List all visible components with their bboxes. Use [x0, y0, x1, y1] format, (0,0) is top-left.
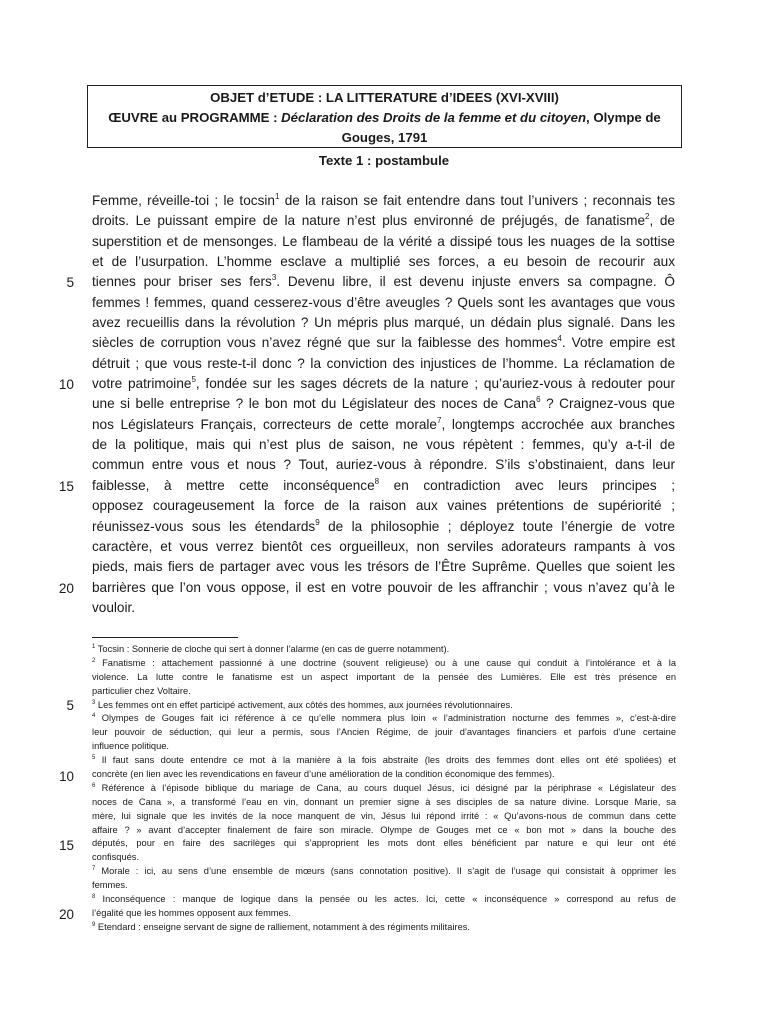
- work-title: Déclaration des Droits de la femme et du citoyen: [281, 110, 587, 125]
- footnote-line: confisqués.: [92, 852, 140, 863]
- footnote-line: $^8$ Inconséquence : manque de logique dans la pensée ou les actes. Ici, cette « inconséquence » correspond au refus de: [92, 894, 676, 905]
- text-line: femmes ! femmes, quand cesserez-vous d’être aveugles ? Quels sont les avantages que vous: [92, 294, 675, 310]
- line-number: 20: [58, 581, 74, 596]
- footnotes: [92, 643, 676, 935]
- text-line: droits. Le puissant empire de la nature n’est plus environné de préjugés, de fanatisme$^2$, de: [92, 212, 675, 229]
- footnote-line: influence politique.: [92, 741, 170, 752]
- footnote-line: concrète (en lien avec les revendications en faveur d’une amélioration de la condition économique des femmes).: [92, 769, 555, 780]
- footnote-line: l’égalité que les hommes opposent aux femmes.: [92, 907, 291, 918]
- line-number: 10: [58, 377, 74, 392]
- footnote-line: particulier chez Voltaire.: [92, 685, 191, 696]
- footnote-line-number: 5: [66, 698, 74, 713]
- footnote-line: mère, lui signale que les invités de la noce manquent de vin, Jésus lui répond irrité : « Qu’avons-nous de commun dans cette: [92, 810, 676, 821]
- text-line: pieds, mais fiers de partager avec vous les trésors de l’Être Suprême. Quelles que soient les: [92, 559, 675, 575]
- footnote-line: $^1$ Tocsin : Sonnerie de cloche qui sert à donner l’alarme (en cas de guerre notamment).: [92, 644, 450, 654]
- text-line: siècles de corruption vous n’avez régné que sur la faiblesse des hommes$^4$. Votre empire est: [92, 334, 675, 351]
- footnote-line: $^7$ Morale : ici, au sens d’une ensemble de mœurs (sans connotation positive). Il s’agit de l’usage qui consistait à opprimer les: [92, 866, 676, 877]
- footnote-line: affaire ? » avant d’accepter finalement de faire son miracle. Olympe de Gouges met ce « bon mot » dans la bouche des: [92, 824, 676, 835]
- header-line-2: [88, 108, 681, 128]
- text-line: votre patrimoine$^5$, fondée sur les sages décrets de la nature ; qu’auriez-vous à redouter pour: [92, 375, 675, 392]
- footnote-line: $^6$ Référence à l’épisode biblique du mariage de Cana, au cours duquel Jésus, ici désigné par la périphrase « Législateur des: [92, 782, 676, 793]
- texte-title: Texte 1 : postambule: [318, 153, 450, 168]
- text-line: nos Législateurs Français, correcteurs de cette morale$^7$, longtemps accrochée aux branches: [92, 415, 675, 432]
- header-program-label: ŒUVRE au PROGRAMME :: [108, 110, 282, 125]
- footnote-line: $^3$ Les femmes ont en effet participé activement, aux côtés des hommes, aux journées révolutionnaires.: [92, 699, 513, 710]
- line-number: 15: [58, 479, 74, 494]
- footnote-line: leur pouvoir de séduction, qui leur a permis, sous l’Ancien Régime, de jouir d’avantages financiers et parfois d’une certaine: [92, 727, 676, 738]
- footnote-line: $^2$ Fanatisme : attachement passionné à une doctrine (souvent religieuse) ou à une cause qui conduit à l’intolérance et à la: [92, 657, 676, 668]
- text-line: et de l’usurpation. L’homme esclave a multiplié ses forces, a eu besoin de recourir aux: [92, 254, 675, 270]
- footnote-line-number: 10: [59, 769, 74, 784]
- footnote-line: violence. La lutte contre le fanatisme est un aspect important de la pensée des Lumières. Elle est très présence en: [92, 671, 676, 682]
- footnote-line-number: 20: [59, 907, 74, 922]
- text-line: faiblesse, à mettre cette inconséquence$^8$ en contradiction avec leurs principes ;: [92, 476, 675, 493]
- text-line: détruit ; que vous reste-t-il donc ? la conviction des injustices de l’homme. La réclamation de: [92, 355, 675, 371]
- footnote-separator: [92, 637, 238, 638]
- text-line: tiennes pour briser ses fers$^3$. Devenu libre, il est devenu injuste envers sa compagne. Ô: [92, 273, 675, 290]
- header-line-1: OBJET d’ETUDE : LA LITTERATURE d’IDEES (XVI-XVIII): [210, 90, 559, 105]
- text-line: barrières que l’on vous oppose, il est en votre pouvoir de les affranchir ; vous n’avez qu’à le: [92, 579, 675, 595]
- header-author-part: , Olympe de: [586, 110, 661, 125]
- text-line: Femme, réveille-toi ; le tocsin$^1$ de la raison se fait entendre dans tout l’univers ; reconnais tes: [92, 192, 675, 208]
- text-line: réunissez-vous sous les étendards$^9$ de la philosophie ; déployez toute l’énergie de votre: [92, 517, 675, 534]
- text-line: commun entre vous et nous ? Tout, auriez-vous à répondre. S’ils s’obstinaient, dans leur: [92, 457, 675, 473]
- header-line-3: Gouges, 1791: [341, 130, 428, 145]
- text-line: vouloir.: [92, 599, 136, 615]
- main-text: [92, 191, 675, 618]
- footnote-line: $^4$ Olympes de Gouges fait ici référence à ce qu’elle nommera plus loin « l’administration nocturne des femmes », c’est-à-dire: [92, 713, 676, 724]
- footnote-line: $^9$ Etendard : enseigne servant de signe de ralliement, notamment à des régiments militaires.: [92, 921, 470, 932]
- text-line: de la politique, mais qui n’est plus de saison, ne vous répètent : femmes, qu’y a-t-il de: [92, 437, 675, 453]
- text-line: opposez courageusement la force de la raison aux vaines prétentions de supériorité ;: [92, 498, 675, 514]
- text-line: avez recueillis dans la révolution ? Un mépris plus marqué, un dédain plus signalé. Dans les: [92, 315, 675, 331]
- header-box: [87, 85, 682, 148]
- footnote-line-number: 15: [59, 838, 74, 853]
- text-line: superstition et de mensonges. Le flambeau de la vérité a dissipé tous les nuages de la sottise: [92, 233, 675, 249]
- text-line: une si belle entreprise ? le bon mot du Législateur des noces de Cana$^6$ ? Craignez-vous que: [92, 395, 675, 412]
- footnote-line: noces de Cana », a transformé l’eau en vin, donnant un premier signe à ses disciples de sa nature divine. Lorsque Marie, sa: [92, 796, 676, 807]
- text-line: caractère, et vous verrez bientôt ces orgueilleux, non serviles adorateurs rampants à vos: [92, 538, 675, 554]
- footnote-line: femmes.: [92, 880, 128, 891]
- line-number: 5: [66, 275, 74, 290]
- footnote-line: députés, pour en faire des sacrilèges qui s’approprient les mots dont elles bénéficient par nature e qui leur ont été: [92, 838, 676, 849]
- footnote-line: $^5$ Il faut sans doute entendre ce mot à la manière à la fois abstraite (les droits des femmes dont elles ont été spoliées) et: [92, 755, 676, 766]
